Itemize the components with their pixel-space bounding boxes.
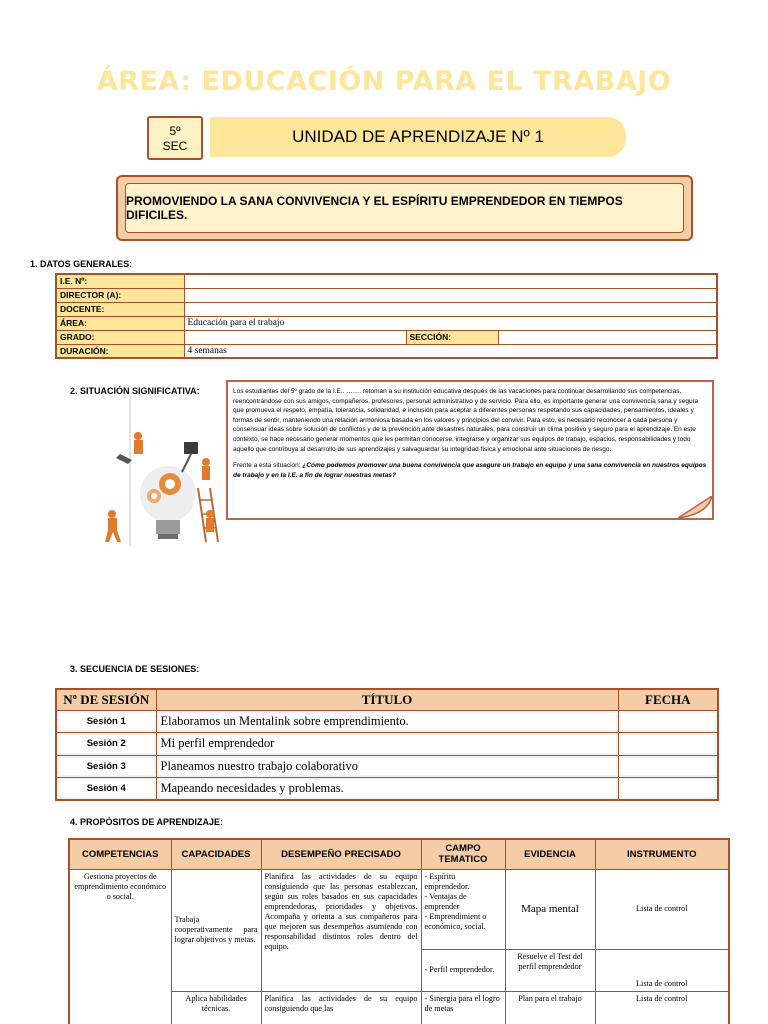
- session-number: Sesión 1: [56, 710, 156, 733]
- instrumento-cell: Lista de control: [595, 991, 729, 1024]
- seccion-label: SECCIÓN:: [406, 330, 498, 344]
- list-item: - Emprendimient o económico, social.: [425, 912, 502, 932]
- col-header-campo: CAMPO TEMATICO: [421, 839, 505, 869]
- table-header-row: [69, 839, 729, 869]
- situacion-question: [233, 461, 707, 480]
- col-header-title: TÍTULO: [156, 689, 618, 710]
- session-title: Mi perfil emprendedor: [156, 733, 618, 756]
- unit-title: UNIDAD DE APRENDIZAJE Nº 1: [210, 117, 626, 157]
- situacion-heading: 2. SITUACIÓN SIGNIFICATIVA:: [70, 386, 200, 396]
- teamwork-lightbulb-illustration: [98, 396, 228, 552]
- table-row: [56, 316, 717, 330]
- duracion-value: 4 semanas: [184, 344, 717, 358]
- session-date: [618, 710, 718, 733]
- list-item: - Sinergia para el logro de metas: [425, 994, 502, 1014]
- theme-text: PROMOVIENDO LA SANA CONVIVENCIA Y EL ESPÍRITU EMPRENDEDOR EN TIEMPOS DIFICILES.: [125, 183, 684, 233]
- session-number: Sesión 2: [56, 733, 156, 756]
- datos-generales-table: [55, 273, 718, 359]
- session-number: Sesión 3: [56, 755, 156, 778]
- list-item: - Espíritu emprendedor.: [425, 872, 502, 892]
- session-title: Planeamos nuestro trabajo colaborativo: [156, 755, 618, 778]
- grade-badge: [147, 116, 203, 160]
- ie-value: [184, 274, 717, 288]
- area-label: ÁREA:: [56, 316, 184, 330]
- capacidad-cell: Aplica habilidades técnicas.: [171, 991, 261, 1024]
- competencia-cell: Gestiona proyectos de emprendimiento económico o social.: [69, 869, 171, 1024]
- evidencia-cell: Plan para el trabajo: [505, 991, 595, 1024]
- table-row: [56, 710, 718, 733]
- table-row: [56, 330, 717, 344]
- desempeno-cell: Planifica las actividades de su equipo consiguiendo que las personas establezcan, según sus roles basados en sus capacidades emprendedoras, prioridades y objetivos. Acompaña y orienta a sus compañeros para que mejoren sus desempeños asumiendo con responsabilidad distintos roles dentro del equipo.: [261, 869, 421, 991]
- table-row: [56, 733, 718, 756]
- session-date: [618, 733, 718, 756]
- list-item: - Ventajas de emprender: [425, 892, 502, 912]
- page-curl-icon: [678, 496, 712, 518]
- col-header-desempeno: DESEMPEÑO PRECISADO: [261, 839, 421, 869]
- col-header-num: Nº DE SESIÓN: [56, 689, 156, 710]
- theme-banner: [116, 175, 693, 241]
- grade-level: SEC: [162, 139, 188, 153]
- session-title: Mapeando necesidades y problemas.: [156, 778, 618, 801]
- col-header-capacidades: CAPACIDADES: [171, 839, 261, 869]
- grado-label: GRADO:: [56, 330, 184, 344]
- table-header-row: [56, 689, 718, 710]
- table-row: [56, 344, 717, 358]
- evidencia-cell: Resuelve el Test del perfil emprendedor: [505, 949, 595, 991]
- question-text: ¿Cómo podemos promover una buena convivencia que asegure un trabajo en equipo y una sana convivencia en nuestros equipos de trabajo y en la I.E. a fin de lograr nuestras metas?: [233, 462, 707, 479]
- table-row: [69, 869, 729, 949]
- question-lead: Frente a esta situación:: [233, 462, 303, 470]
- sesiones-heading: 3. SECUENCIA DE SESIONES:: [70, 664, 200, 674]
- table-row: [56, 755, 718, 778]
- campo-cell: [421, 991, 505, 1024]
- session-title: Elaboramos un Mentalink sobre emprendimiento.: [156, 710, 618, 733]
- grade-number: 5º: [169, 124, 181, 138]
- propositos-table: [68, 838, 730, 1024]
- docente-label: DOCENTE:: [56, 302, 184, 316]
- col-header-date: FECHA: [618, 689, 718, 710]
- propositos-heading: 4. PROPÓSITOS DE APRENDIZAJE:: [70, 817, 224, 827]
- grado-value: [184, 330, 406, 344]
- duracion-label: DURACIÓN:: [56, 344, 184, 358]
- desempeno-cell: Planifica las actividades de su equipo consiguiendo que las: [261, 991, 421, 1024]
- col-header-evidencia: EVIDENCIA: [505, 839, 595, 869]
- area-value: Educación para el trabajo: [184, 316, 717, 330]
- table-row: [56, 302, 717, 316]
- datos-heading: 1. DATOS GENERALES:: [30, 259, 133, 269]
- sesiones-table: [55, 688, 719, 801]
- seccion-value: [498, 330, 717, 344]
- session-number: Sesión 4: [56, 778, 156, 801]
- table-row: [56, 288, 717, 302]
- instrumento-cell: Lista de control: [595, 869, 729, 949]
- instrumento-cell: Lista de control: [595, 949, 729, 991]
- session-date: [618, 755, 718, 778]
- table-row: [56, 274, 717, 288]
- director-label: DIRECTOR (A):: [56, 288, 184, 302]
- list-item: - Perfil emprendedor.: [425, 965, 502, 975]
- col-header-instrumento: INSTRUMENTO: [595, 839, 729, 869]
- evidencia-cell: Mapa mental: [505, 869, 595, 949]
- ie-label: I.E. Nº:: [56, 274, 184, 288]
- table-row: [56, 778, 718, 801]
- area-title: ÁREA: EDUCACIÓN PARA EL TRABAJO: [96, 66, 672, 97]
- col-header-competencias: COMPETENCIAS: [69, 839, 171, 869]
- campo-cell: [421, 869, 505, 949]
- capacidad-cell: Trabaja cooperativamente para lograr objetivos y metas.: [171, 869, 261, 991]
- director-value: [184, 288, 717, 302]
- session-date: [618, 778, 718, 801]
- docente-value: [184, 302, 717, 316]
- situacion-paragraph: Los estudiantes del 5º grado de la I.E.. ……. retoman a su institución educativa después de las vacaciones para continuar desarrollando sus competencias, reencontrándose con sus amigos, compañeros, profesores, personal administrativo y de servicio. Para ello, es importante generar una convivencia sana y segura que promueva el respeto, empatía, tolerancia, solidaridad, e inclusión para aceptar a diferentes personas respetando sus capacidades, pensamientos, ideales y formas de sentir, manteniendo una relación armoniosa basada en los valores y principios del convivir. Para esto, es necesario reconocer a cada persona y consensuar ideas sobre solución de conflictos y de la prevención ante desastres naturales, para construir un clima positivo y seguro para el aprendizaje. En este contexto, se hace necesario generar momentos que les permitan conocerse, integrarse y organizar sus equipos de trabajo, espacios, responsabilidades y todo aquello que contribuya al desarrollo de sus aprendizajes y salvaguardar su integridad física y emocional ante situaciones de riesgo.: [233, 388, 699, 453]
- situacion-textbox: [226, 380, 714, 520]
- campo-cell: [421, 949, 505, 991]
